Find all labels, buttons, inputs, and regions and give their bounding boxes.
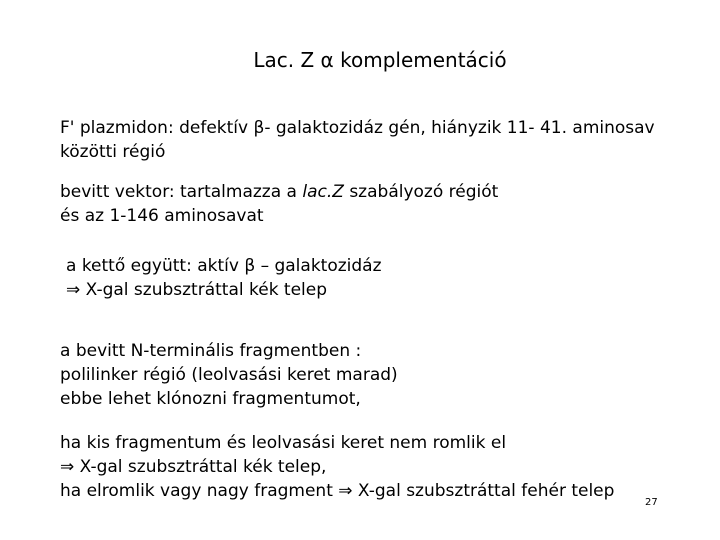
paragraph-together: [66, 254, 382, 302]
text-segment: bevitt vektor: tartalmazza a: [60, 182, 303, 202]
paragraph-line: F' plazmidon: defektív β- galaktozidáz gén, hiányzik 11- 41. aminosav: [60, 118, 655, 138]
paragraph-n-terminal: [60, 339, 398, 411]
paragraph-f-plasmid: [60, 116, 655, 164]
lacz-italic-term: lac.Z: [302, 182, 344, 202]
paragraph-line: polilinker régió (leolvasási keret marad): [60, 365, 398, 385]
page-number: 27: [645, 497, 658, 508]
paragraph-fragment-cases: [60, 431, 614, 503]
paragraph-line: a kettő együtt: aktív β – galaktozidáz: [66, 256, 382, 276]
paragraph-vector: [60, 180, 498, 228]
paragraph-line: ha kis fragmentum és leolvasási keret nem romlik el: [60, 433, 507, 453]
paragraph-line: [60, 180, 498, 204]
paragraph-line: ⇒ X-gal szubsztráttal kék telep: [66, 280, 328, 300]
paragraph-line: és az 1-146 aminosavat: [60, 206, 264, 226]
paragraph-line: közötti régió: [60, 142, 166, 162]
paragraph-line: ⇒ X-gal szubsztráttal kék telep,: [60, 457, 327, 477]
text-segment: szabályozó régiót: [343, 182, 499, 202]
paragraph-line: ebbe lehet klónozni fragmentumot,: [60, 389, 361, 409]
paragraph-line: a bevitt N-terminális fragmentben :: [60, 341, 362, 361]
slide-title: Lac. Z α komplementáció: [253, 48, 507, 72]
paragraph-line: ha elromlik vagy nagy fragment ⇒ X-gal szubsztráttal fehér telep: [60, 481, 615, 501]
